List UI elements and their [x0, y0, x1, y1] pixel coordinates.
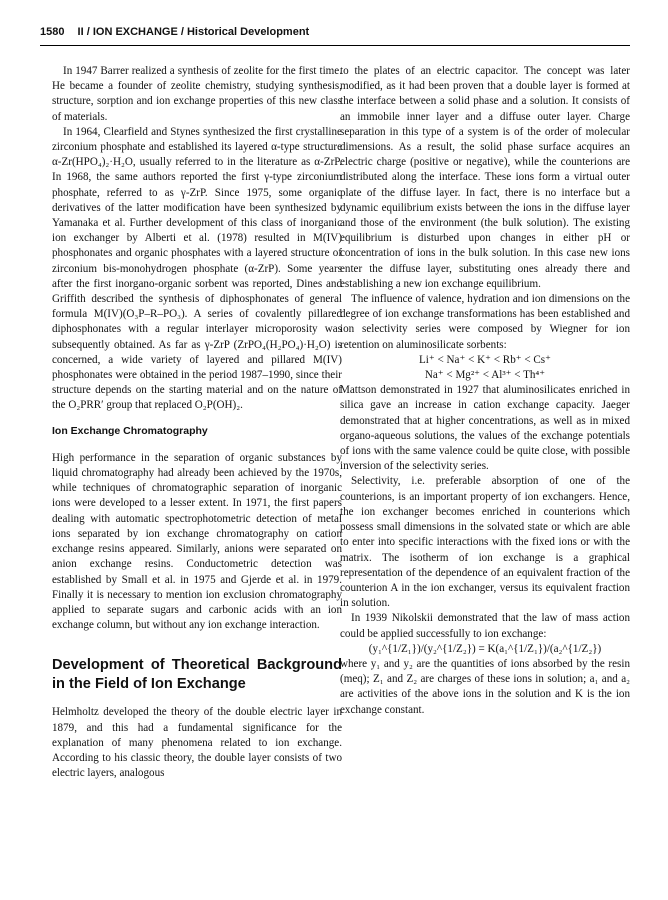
equation: (y₁^{1/Z₁})/(y₂^{1/Z₂}) = K(a₁^{1/Z₁})/(a₂^{1/Z₂})	[368, 642, 602, 655]
paragraph: Mattson demonstrated in 1927 that aluminosilicates enriched in silica gave an increase in cation exchange capacity. Jaeger demonstrated that at higher concentrations, as well as in mixed organo-aqueous solutions, the values of the exchange potentials of ions with the same valence could be quite close, with possible inversion of the selectivity series.	[340, 384, 630, 473]
paragraph: Helmholtz developed the theory of the double electric layer in 1879, and this had a fundamental significance for the explanation of many phenomena related to ion exchange. According to his classic theory, the double layer consists of two electric layers, analogous	[52, 706, 342, 780]
paragraph: High performance in the separation of organic substances by liquid chromatography had already been achieved by the 1970s, while techniques of chromatographic separation of inorganic ions were developed to a lesser extent. In 1971, the first papers dealing with automatic spectrophotometric detection of metal ions separated by ion exchange chromatography on cation exchange resins appeared. Similarly, anions were separated on anion exchange resins. Conductometric detection was established by Small et al. in 1975 and Gjerde et al. in 1979. Finally it is necessary to mention ion exclusion chromatography applied to separate sugars and carbonic acids with an ion exchange column, but without any ion exchange interaction.	[52, 451, 342, 632]
paragraph: In 1947 Barrer realized a synthesis of zeolite for the first time. He became a founder of zeolite chemistry, studying synthesis, structure, sorption and ion exchange properties of this new class of materials.	[52, 65, 342, 123]
subheading: Ion Exchange Chromatography	[52, 424, 208, 437]
page-number: 1580	[40, 26, 65, 38]
left-column	[52, 64, 342, 781]
running-title: II / ION EXCHANGE / Historical Development	[77, 26, 310, 38]
paragraph: In 1939 Nikolskii demonstrated that the law of mass action could be applied successfully to ion exchange:	[340, 612, 630, 640]
selectivity-series: Na⁺ < Mg²⁺ < Al³⁺ < Th⁴⁺	[424, 369, 546, 382]
section-heading: Development of Theoretical Background in the Field of Ion Exchange	[52, 657, 342, 693]
header-rule	[40, 45, 630, 46]
paragraph: In 1964, Clearfield and Stynes synthesized the first crystalline zirconium phosphate and established its layered α-type structure α-Zr(HPO₄)₂·H₂O, usually referred to in the literature as α-ZrP. In 1968, the same authors reported the first γ-type zirconium phosphate, referred to as γ-ZrP. Since 1975, some organic derivatives of the latter modification have been synthesized by Yamanaka et al. Further development of this class of inorganic ion exchanger by Alberti et al. (1978) resulted in M(IV) phosphonates and organic phosphates with a layered structure of zirconium bis-monohydrogen phosphate (α-ZrP). Some years after the first inorgano-organic sorbent was reported, Dines and Griffith described the synthesis of diphosphonates of general formula M(IV)(O₃P–R–PO₃). A series of covalently pillared diphosphonates with a regular interlayer microporosity was subsequently obtained. As far as γ-ZrP (ZrPO₄(H₂PO₄)·H₂O) is concerned, a wide variety of layered and pillared M(IV) phosphonates were obtained in the period 1987–1990, since their structure depends on the starting material and on the nature of the O₂PRR′ group that replaced O₂P(OH)₂.	[52, 125, 342, 412]
paragraph: where y₁ and y₂ are the quantities of ions absorbed by the resin (meq); Z₁ and Z₂ are charges of these ions in solution; a₁ and a₂ are activities of the above ions in the solution and K is the ion exchange constant.	[340, 657, 630, 716]
paragraph: Selectivity, i.e. preferable absorption of one of the counterions, is an important property of ion exchangers. Hence, the ion exchanger becomes enriched in counterions which possess small dimensions in the solvated state or which are able to enter into specific interactions with the fixed ions or with the matrix. The isotherm of ion exchange is a graphical representation of the dependence of an equivalent fraction of the counterion A in the ion exchanger, versus its equivalent fraction in solution.	[340, 475, 630, 610]
paragraph: The influence of valence, hydration and ion dimensions on the degree of ion exchange transformations has been established and ion selectivity series were composed by Wiegner for ion retention on aluminosilicate sorbents:	[340, 293, 630, 351]
selectivity-series: Li⁺ < Na⁺ < K⁺ < Rb⁺ < Cs⁺	[419, 353, 551, 366]
paragraph: to the plates of an electric capacitor. The concept was later modified, as it had been proven that a double layer is formed at the interface between a solid phase and a solution. It consists of an immobile inner layer and a diffuse outer layer. Charge separation in this type of a system is of the order of molecular dimensions. As a result, the solid phase surface acquires an electric charge (positive or negative), while the counterions are distributed along the interface. These ions form a virtual outer plate of the diffuse layer. In fact, there is no interface but a dynamic equilibrium exists between the ions in the diffuse layer and those of the environment (the bulk solution). The existing equilibrium is disturbed upon changes in either pH or concentration of ions in the bulk solution. In this case new ions enter the diffuse layer, substituting ones already there and establishing a new ion exchange equilibrium.	[340, 65, 630, 290]
right-column	[340, 64, 630, 718]
running-header	[40, 26, 630, 46]
